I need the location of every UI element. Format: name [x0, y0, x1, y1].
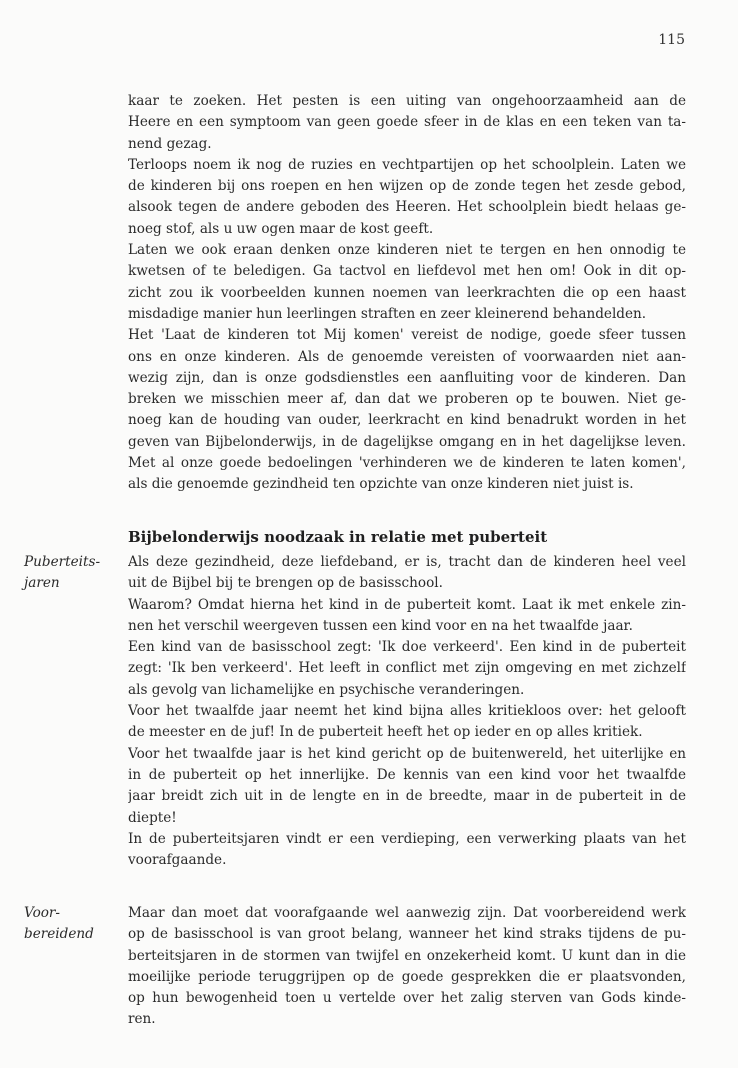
text-line: breken we misschien meer af, dan dat we proberen op te bouwen. Niet ge-: [128, 391, 686, 408]
text-line: Maar dan moet dat voorafgaande wel aanwezig zijn. Dat voorbereidend werk: [128, 905, 686, 921]
text-line: de kinderen bij ons roepen en hen wijzen op de zonde tegen het zesde gebod,: [128, 178, 686, 195]
body-text-section: [128, 552, 686, 871]
text-line: als gevolg van lichamelijke en psychische veranderingen.: [128, 681, 525, 698]
text-line: ons en onze kinderen. Als de genoemde vereisten of voorwaarden niet aan-: [128, 348, 686, 365]
text-line: nend gezag.: [128, 135, 212, 152]
paragraph: [128, 155, 686, 240]
margin-note-line: Voor-: [24, 905, 61, 921]
paragraph: [128, 744, 686, 829]
paragraph: [128, 325, 686, 495]
text-line: geven van Bijbelonderwijs, in de dagelijkse omgang en in het dagelijkse leven.: [128, 433, 686, 450]
margin-note-line: bereidend: [24, 926, 94, 943]
text-line: noeg kan de houding van ouder, leerkracht en kind benadrukt worden in het: [128, 412, 686, 429]
text-line: berteitsjaren in de stormen van twijfel en onzekerheid komt. U kunt dan in die: [128, 947, 686, 964]
text-line: voorafgaande.: [128, 852, 227, 869]
text-line: diepte!: [128, 809, 177, 826]
paragraph: [128, 91, 686, 155]
paragraph: [128, 552, 686, 595]
paragraph: [128, 701, 686, 744]
text-line: misdadige manier hun leerlingen straften en zeer kleinerend behandelden.: [128, 305, 647, 322]
text-line: Met al onze goede bedoelingen 'verhinderen we de kinderen te laten komen',: [128, 455, 686, 472]
text-line: kaar te zoeken. Het pesten is een uiting van ongehoorzaamheid aan de: [128, 93, 686, 109]
text-line: Voor het twaalfde jaar is het kind gericht op de buitenwereld, het uiterlijke en: [128, 745, 686, 762]
paragraph: [128, 240, 686, 325]
body-text-top: [128, 91, 686, 496]
text-line: ren.: [128, 1011, 156, 1028]
text-line: moeilijke periode teruggrijpen op de goede gesprekken die er plaatsvonden,: [128, 968, 686, 985]
text-line: wezig zijn, dan is onze godsdienstles een aanfluiting voor de kinderen. Dan: [128, 369, 686, 386]
text-line: Als deze gezindheid, deze liefdeband, er is, tracht dan de kinderen heel veel: [128, 554, 686, 570]
margin-note-puberteitsjaren: [24, 552, 114, 595]
text-line: In de puberteitsjaren vindt er een verdieping, een verwerking plaats van het: [128, 830, 686, 847]
margin-note-voorbereidend: [24, 903, 114, 946]
page-number: 115: [658, 32, 685, 48]
text-line: Het 'Laat de kinderen tot Mij komen' vereist de nodige, goede sfeer tussen: [128, 327, 686, 344]
text-line: Voor het twaalfde jaar neemt het kind bijna alles kritiekloos over: het gelooft: [128, 703, 686, 720]
paragraph: [128, 637, 686, 701]
text-line: op hun bewogenheid toen u vertelde over het zalig sterven van Gods kinde-: [128, 990, 686, 1007]
text-line: nen het verschil weergeven tussen een kind voor en na het twaalfde jaar.: [128, 617, 633, 634]
margin-note-line: jaren: [24, 575, 60, 592]
paragraph: [128, 595, 686, 638]
text-line: jaar breidt zich uit in de lengte en in de breedte, maar in de puberteit in de: [128, 788, 686, 805]
text-line: als die genoemde gezindheid ten opzichte van onze kinderen niet juist is.: [128, 476, 634, 493]
text-line: Laten we ook eraan denken onze kinderen niet te tergen en hen onnodig te: [128, 242, 686, 259]
text-line: Terloops noem ik nog de ruzies en vechtpartijen op het schoolplein. Laten we: [128, 156, 686, 173]
text-line: noeg stof, als u uw ogen maar de kost geeft.: [128, 220, 434, 237]
text-line: de meester en de juf! In de puberteit heeft het op ieder en op alles kritiek.: [128, 724, 643, 741]
text-line: Heere en een symptoom van geen goede sfeer in de klas en een teken van ta-: [128, 114, 686, 131]
text-line: op de basisschool is van groot belang, wanneer het kind straks tijdens de pu-: [128, 926, 686, 943]
text-line: in de puberteit op het innerlijke. De kennis van een kind voor het twaalfde: [128, 766, 686, 783]
text-line: zegt: 'Ik ben verkeerd'. Het leeft in conflict met zijn omgeving en met zichzelf: [128, 660, 686, 677]
text-line: uit de Bijbel bij te brengen op de basisschool.: [128, 575, 443, 592]
text-line: zicht zou ik voorbeelden kunnen noemen van leerkrachten die op een haast: [128, 284, 686, 301]
text-line: Een kind van de basisschool zegt: 'Ik doe verkeerd'. Een kind in de puberteit: [128, 639, 686, 656]
margin-note-line: Puberteits-: [24, 554, 101, 570]
body-text-last: [128, 903, 686, 1031]
paragraph: [128, 829, 686, 872]
text-line: Waarom? Omdat hierna het kind in de puberteit komt. Laat ik met enkele zin-: [128, 596, 686, 613]
section-heading: Bijbelonderwijs noodzaak in relatie met puberteit: [128, 528, 548, 546]
text-line: kwetsen of te beledigen. Ga tactvol en liefdevol met hen om! Ook in dit op-: [128, 263, 686, 280]
text-line: alsook tegen de andere geboden des Heeren. Het schoolplein biedt helaas ge-: [128, 199, 686, 216]
paragraph: [128, 903, 686, 1031]
